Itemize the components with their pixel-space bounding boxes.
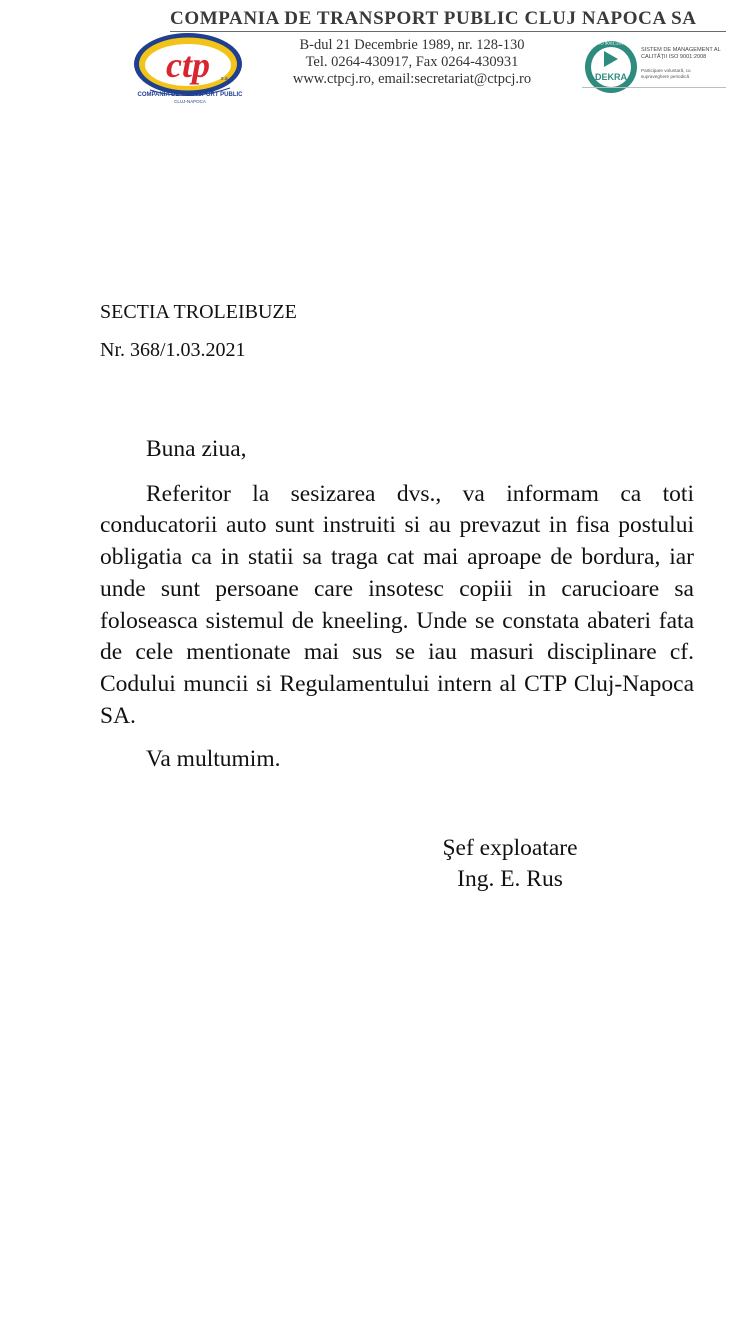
iso-badge-label: ISO 9001:2008 xyxy=(595,40,627,46)
header-divider xyxy=(170,31,726,32)
address-street: B-dul 21 Decembrie 1989, nr. 128-130 xyxy=(299,37,525,53)
address-web: www.ctpcj.ro, email:secretariat@ctpcj.ro xyxy=(292,71,532,87)
letter-body xyxy=(100,434,694,776)
company-address xyxy=(262,37,562,88)
greeting: Buna ziua, xyxy=(146,436,247,462)
signature-block xyxy=(410,833,610,895)
cert-note-1: Participare voluntară, cu xyxy=(641,68,691,73)
logo-caption: COMPANIA DE TRANSPORT PUBLIC xyxy=(137,92,243,98)
signatory-title: Şef exploatare xyxy=(442,835,578,861)
cert-title-1: SISTEM DE MANAGEMENT AL xyxy=(641,47,721,53)
ctp-logo xyxy=(128,30,252,108)
registration-number: Nr. 368/1.03.2021 xyxy=(100,339,246,361)
company-name: COMPANIA DE TRANSPORT PUBLIC CLUJ NAPOCA SA xyxy=(170,8,697,29)
section-name: SECTIA TROLEIBUZE xyxy=(100,301,297,323)
logo-wordmark: ctp xyxy=(166,45,210,85)
address-phone: Tel. 0264-430917, Fax 0264-430931 xyxy=(305,54,519,70)
cert-divider xyxy=(582,87,726,88)
dekra-label: DEKRA xyxy=(594,72,628,82)
body-paragraph: Referitor la sesizarea dvs., va informam ca toti conducatorii auto sunt instruiti si au prevazut in fisa postului obligatia ca in statii sa traga cat mai aproape de bordura, iar unde sunt persoane care insotesc copiii in carucioare sa foloseasca sistemul de kneeling. Unde se constata abateri fata de cele mentionate mai sus se iau masuri disciplinare cf. Codului muncii si Regulamentului intern al CTP Cluj-Napoca SA. xyxy=(100,480,694,729)
closing: Va multumim. xyxy=(146,746,281,773)
logo-suffix: s.a. xyxy=(221,76,230,82)
cert-note-2: supraveghere periodică xyxy=(641,74,690,79)
logo-city: CLUJ-NAPOCA xyxy=(174,99,206,104)
cert-title-2: CALITĂȚII ISO 9001:2008 xyxy=(641,54,707,60)
signatory-name: Ing. E. Rus xyxy=(457,866,563,892)
